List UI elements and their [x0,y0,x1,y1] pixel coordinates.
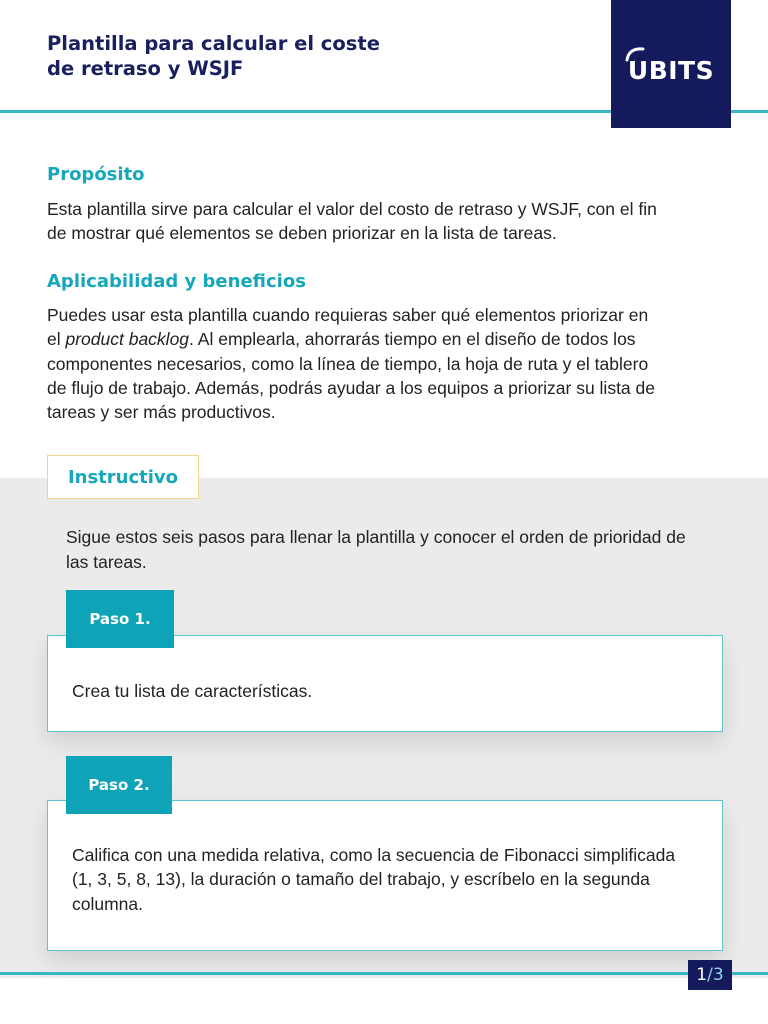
instructions-intro: Sigue estos seis pasos para llenar la plantilla y conocer el orden de prioridad de las tareas. [66,527,686,572]
product-backlog-term: product backlog [65,329,190,350]
ubits-logo [611,0,731,128]
applicability-text-2: . Al emplearla, ahorrarás tiempo en el diseño de todos los componentes necesarios, como la línea de tiempo, la hoja de ruta y el tablero de flujo de trabajo. Además, podrás ayudar a los equipos a priorizar su lista de tareas y ser más productivos. [47,329,655,423]
applicability-text [47,303,662,424]
step-2-card [47,800,723,951]
header-divider [0,110,611,113]
step-1-card [47,635,723,732]
footer-divider [0,972,768,975]
page-total: 3 [712,965,724,985]
page-separator: / [707,965,713,985]
logo-text: UBITS [627,55,715,85]
instructions-label-box [47,455,199,499]
document-title [47,31,527,81]
page-number [688,960,732,990]
applicability-text-1: Puedes usar esta plantilla cuando requieras saber qué elementos priorizar en el [47,305,649,350]
applicability-heading: Aplicabilidad y beneficios [47,271,306,292]
step-1-tab: Paso 1. [66,590,174,648]
page-current: 1 [696,965,708,985]
instructions-label: Instructivo [67,466,179,488]
purpose-heading: Propósito [47,164,145,185]
step-1-text: Crea tu lista de características. [72,681,313,701]
purpose-text: Esta plantilla sirve para calcular el valor del costo de retraso y WSJF, con el fin de mostrar qué elementos se deben priorizar en la lista de tareas. [47,199,657,244]
title-line-2: de retraso y WSJF [47,57,244,80]
step-2-tab: Paso 2. [66,756,172,814]
step-2-text: Califica con una medida relativa, como la secuencia de Fibonacci simplificada (1, 3, 5, 8, 13), la duración o tamaño del trabajo, y escríbelo en la segunda columna. [72,845,676,914]
header-divider-right [731,110,768,113]
title-line-1: Plantilla para calcular el coste [47,32,380,55]
